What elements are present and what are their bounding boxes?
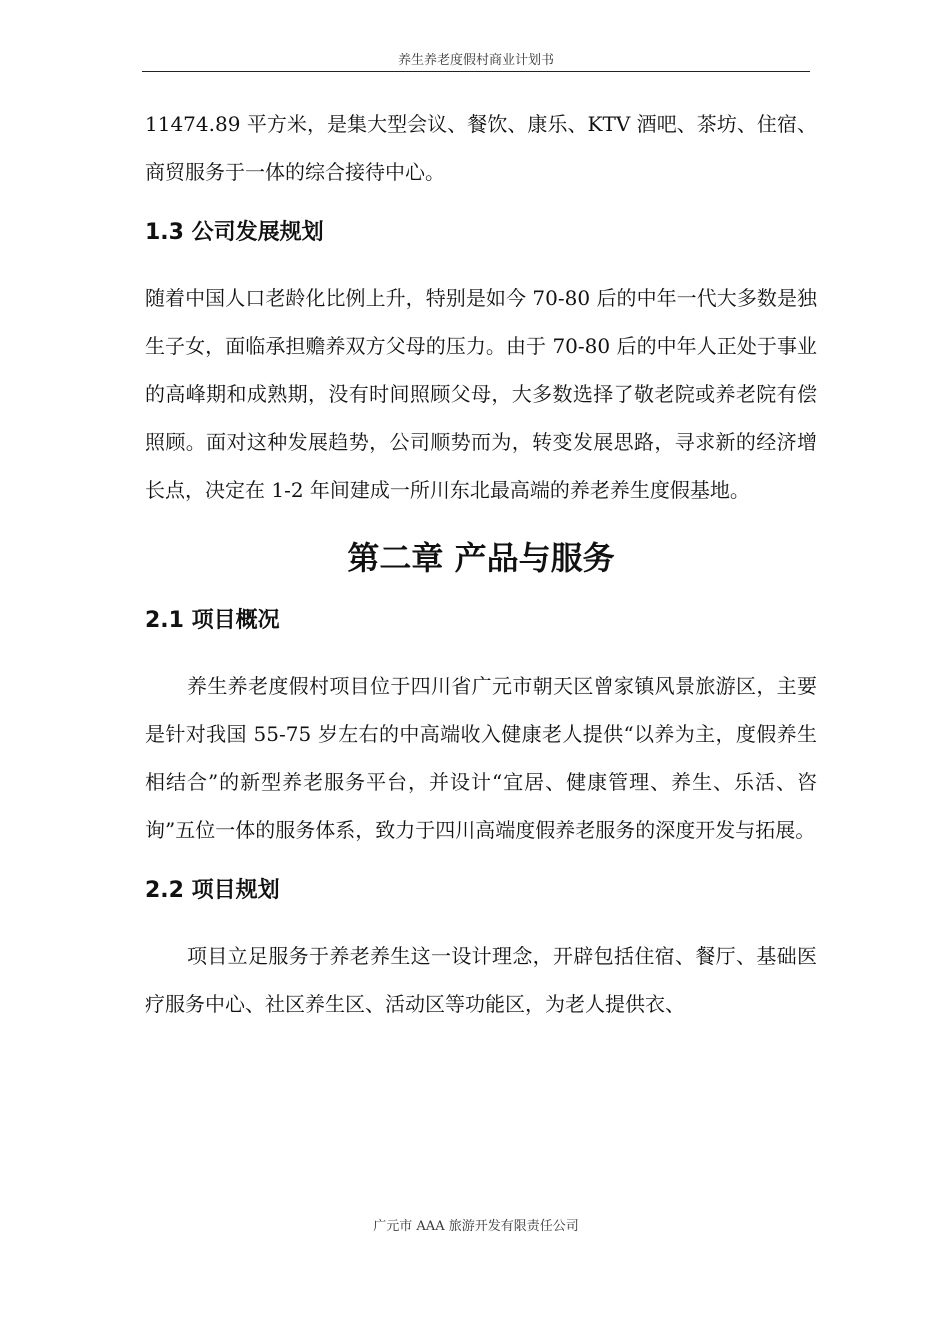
section-heading-1-3: 1.3 公司发展规划 (145, 220, 324, 245)
section-2-1-body: 养生养老度假村项目位于四川省广元市朝天区曾家镇风景旅游区，主要是针对我国 55-75 岁左右的中高端收入健康老人提供“以养为主，度假养生相结合”的新型养老服务平台，并设计“宜居、健康管理、养生、乐活、咨询”五位一体的服务体系，致力于四川高端度假养老服务的深度开发与拓展。 (145, 674, 817, 842)
section-1-3-body: 随着中国人口老龄化比例上升，特别是如今 70-80 后的中年一代大多数是独生子女，面临承担赡养双方父母的压力。由于 70-80 后的中年人正处于事业的高峰期和成熟期，没有时间照顾父母，大多数选择了敬老院或养老院有偿照顾。面对这种发展趋势，公司顺势而为，转变发展思路，寻求新的经济增长点，决定在 1-2 年间建成一所川东北最高端的养老养生度假基地。 (145, 286, 817, 502)
section-2-2-body: 项目立足服务于养老养生这一设计理念，开辟包括住宿、餐厅、基础医疗服务中心、社区养生区、活动区等功能区，为老人提供衣、 (145, 944, 817, 1016)
chapter-title: 第二章 产品与服务 (347, 539, 615, 577)
page-footer: 广元市 AAA 旅游开发有限责任公司 (373, 1219, 579, 1234)
page-header: 养生养老度假村商业计划书 (397, 53, 554, 68)
section-heading-2-1: 2.1 项目概况 (145, 608, 280, 633)
header-rule (142, 71, 810, 72)
section-heading-2-2: 2.2 项目规划 (145, 878, 280, 903)
continued-paragraph: 11474.89 平方米，是集大型会议、餐饮、康乐、KTV 酒吧、茶坊、住宿、商贸服务于一体的综合接待中心。 (145, 112, 817, 184)
page-content (145, 100, 817, 1028)
